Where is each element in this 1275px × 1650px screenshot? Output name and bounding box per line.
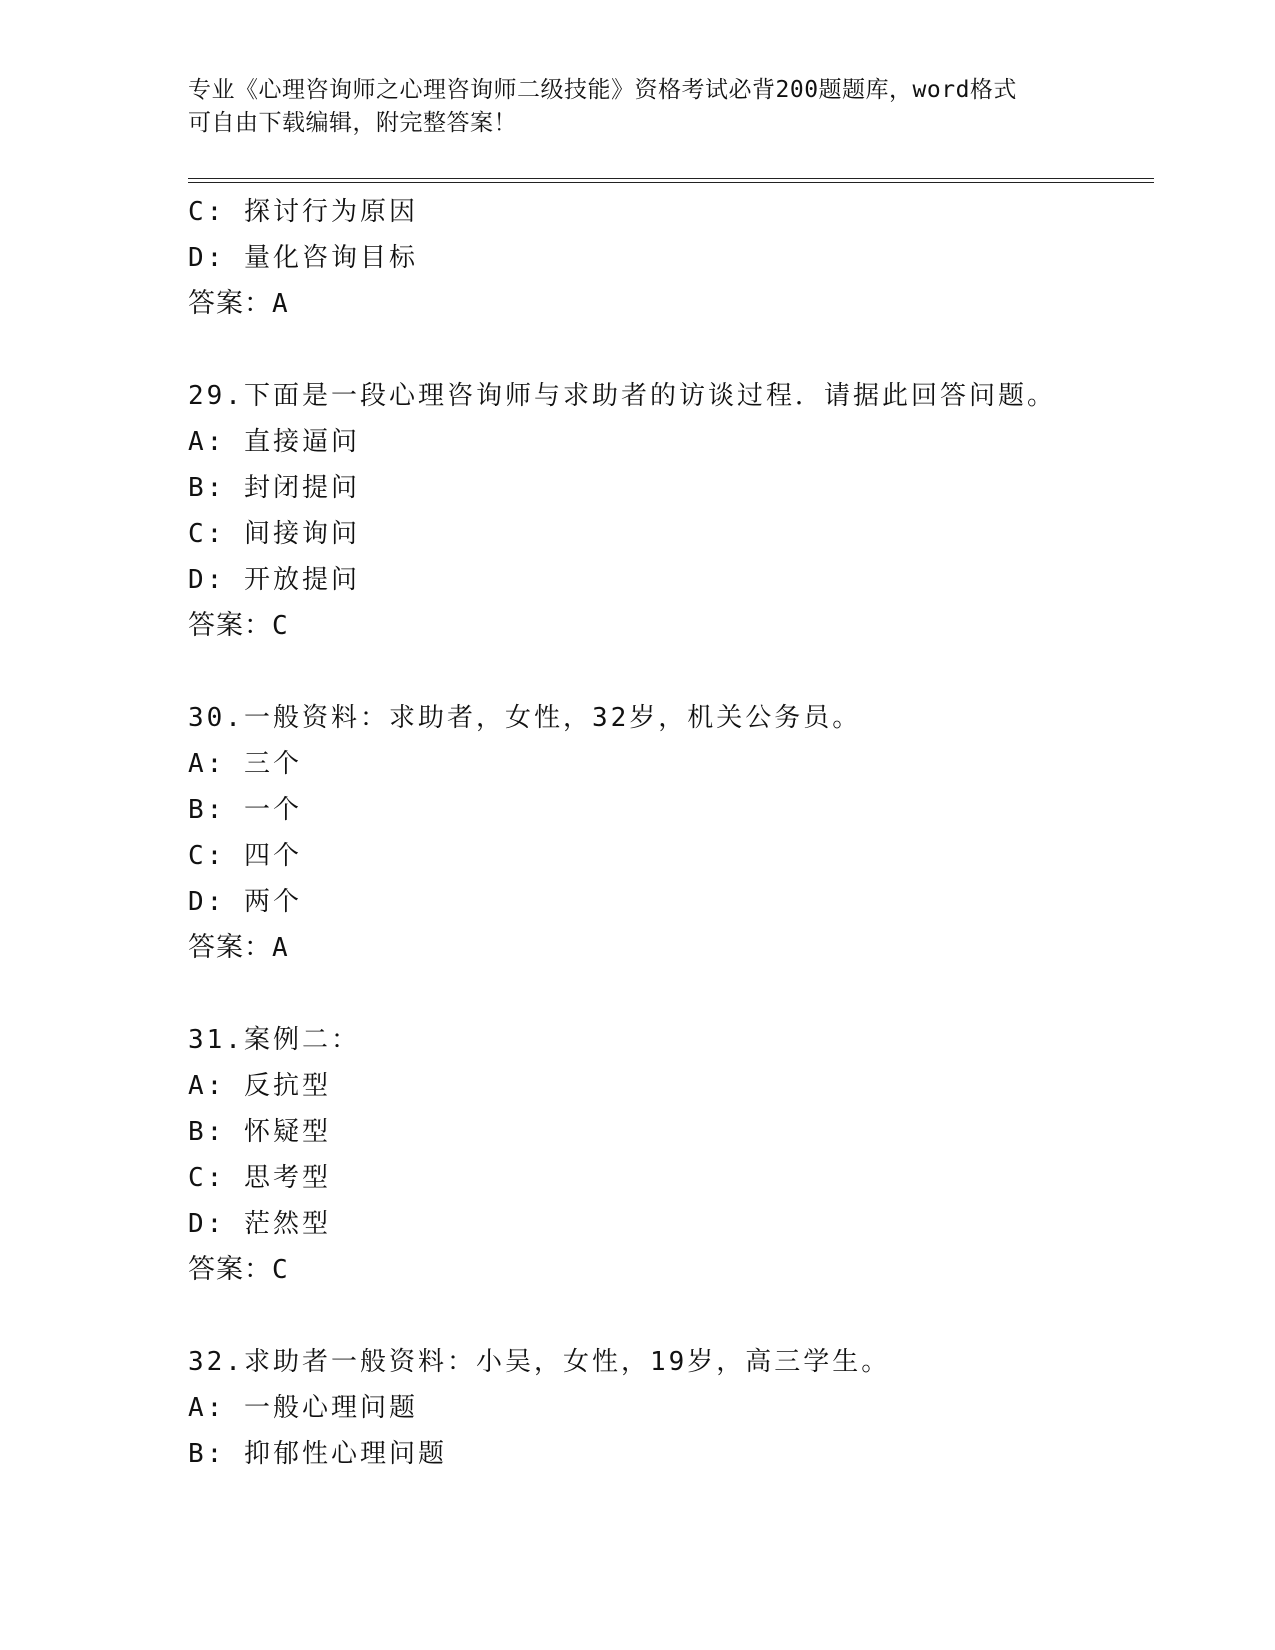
question-text: 29.下面是一段心理咨询师与求助者的访谈过程．请据此回答问题。 xyxy=(188,381,1056,411)
answer-value: A xyxy=(272,933,289,963)
header-title-line-1: 专业《心理咨询师之心理咨询师二级技能》资格考试必背200题题库，word格式 xyxy=(188,77,1017,103)
option-a: A: 三个 xyxy=(188,749,302,779)
option-b: B: 抑郁性心理问题 xyxy=(188,1439,447,1469)
answer-label: 答案： xyxy=(188,932,272,963)
option-d: D: 量化咨询目标 xyxy=(188,243,418,273)
question-text: 32.求助者一般资料：小吴，女性，19岁，高三学生。 xyxy=(188,1347,891,1377)
answer-value: A xyxy=(272,289,289,319)
option-c: C: 四个 xyxy=(188,841,302,871)
spacer xyxy=(188,971,1154,1017)
answer-value: C xyxy=(272,611,289,641)
spacer xyxy=(188,649,1154,695)
question-31 xyxy=(188,1017,1154,1293)
option-c: C: 探讨行为原因 xyxy=(188,197,418,227)
option-d: D: 茫然型 xyxy=(188,1209,331,1239)
question-list xyxy=(188,189,1154,1477)
spacer xyxy=(188,327,1154,373)
answer-label: 答案： xyxy=(188,1254,272,1285)
option-a: A: 直接逼问 xyxy=(188,427,360,457)
question-text: 30.一般资料：求助者，女性，32岁，机关公务员。 xyxy=(188,703,862,733)
option-a: A: 反抗型 xyxy=(188,1071,331,1101)
option-a: A: 一般心理问题 xyxy=(188,1393,418,1423)
option-c: C: 思考型 xyxy=(188,1163,331,1193)
question-32 xyxy=(188,1339,1154,1477)
answer-line xyxy=(188,1247,1154,1293)
question-text: 31.案例二： xyxy=(188,1025,360,1055)
question-30 xyxy=(188,695,1154,971)
document-header xyxy=(188,74,1088,140)
header-title-line-2: 可自由下载编辑，附完整答案！ xyxy=(188,110,517,136)
option-d: D: 开放提问 xyxy=(188,565,360,595)
option-b: B: 怀疑型 xyxy=(188,1117,331,1147)
option-c: C: 间接询问 xyxy=(188,519,360,549)
answer-value: C xyxy=(272,1255,289,1285)
answer-line xyxy=(188,281,1154,327)
option-d: D: 两个 xyxy=(188,887,302,917)
spacer xyxy=(188,1293,1154,1339)
option-b: B: 一个 xyxy=(188,795,302,825)
question-29 xyxy=(188,373,1154,649)
question-28 xyxy=(188,189,1154,327)
answer-label: 答案： xyxy=(188,288,272,319)
answer-line xyxy=(188,925,1154,971)
answer-line xyxy=(188,603,1154,649)
header-divider xyxy=(188,178,1154,183)
option-b: B: 封闭提问 xyxy=(188,473,360,503)
answer-label: 答案： xyxy=(188,610,272,641)
